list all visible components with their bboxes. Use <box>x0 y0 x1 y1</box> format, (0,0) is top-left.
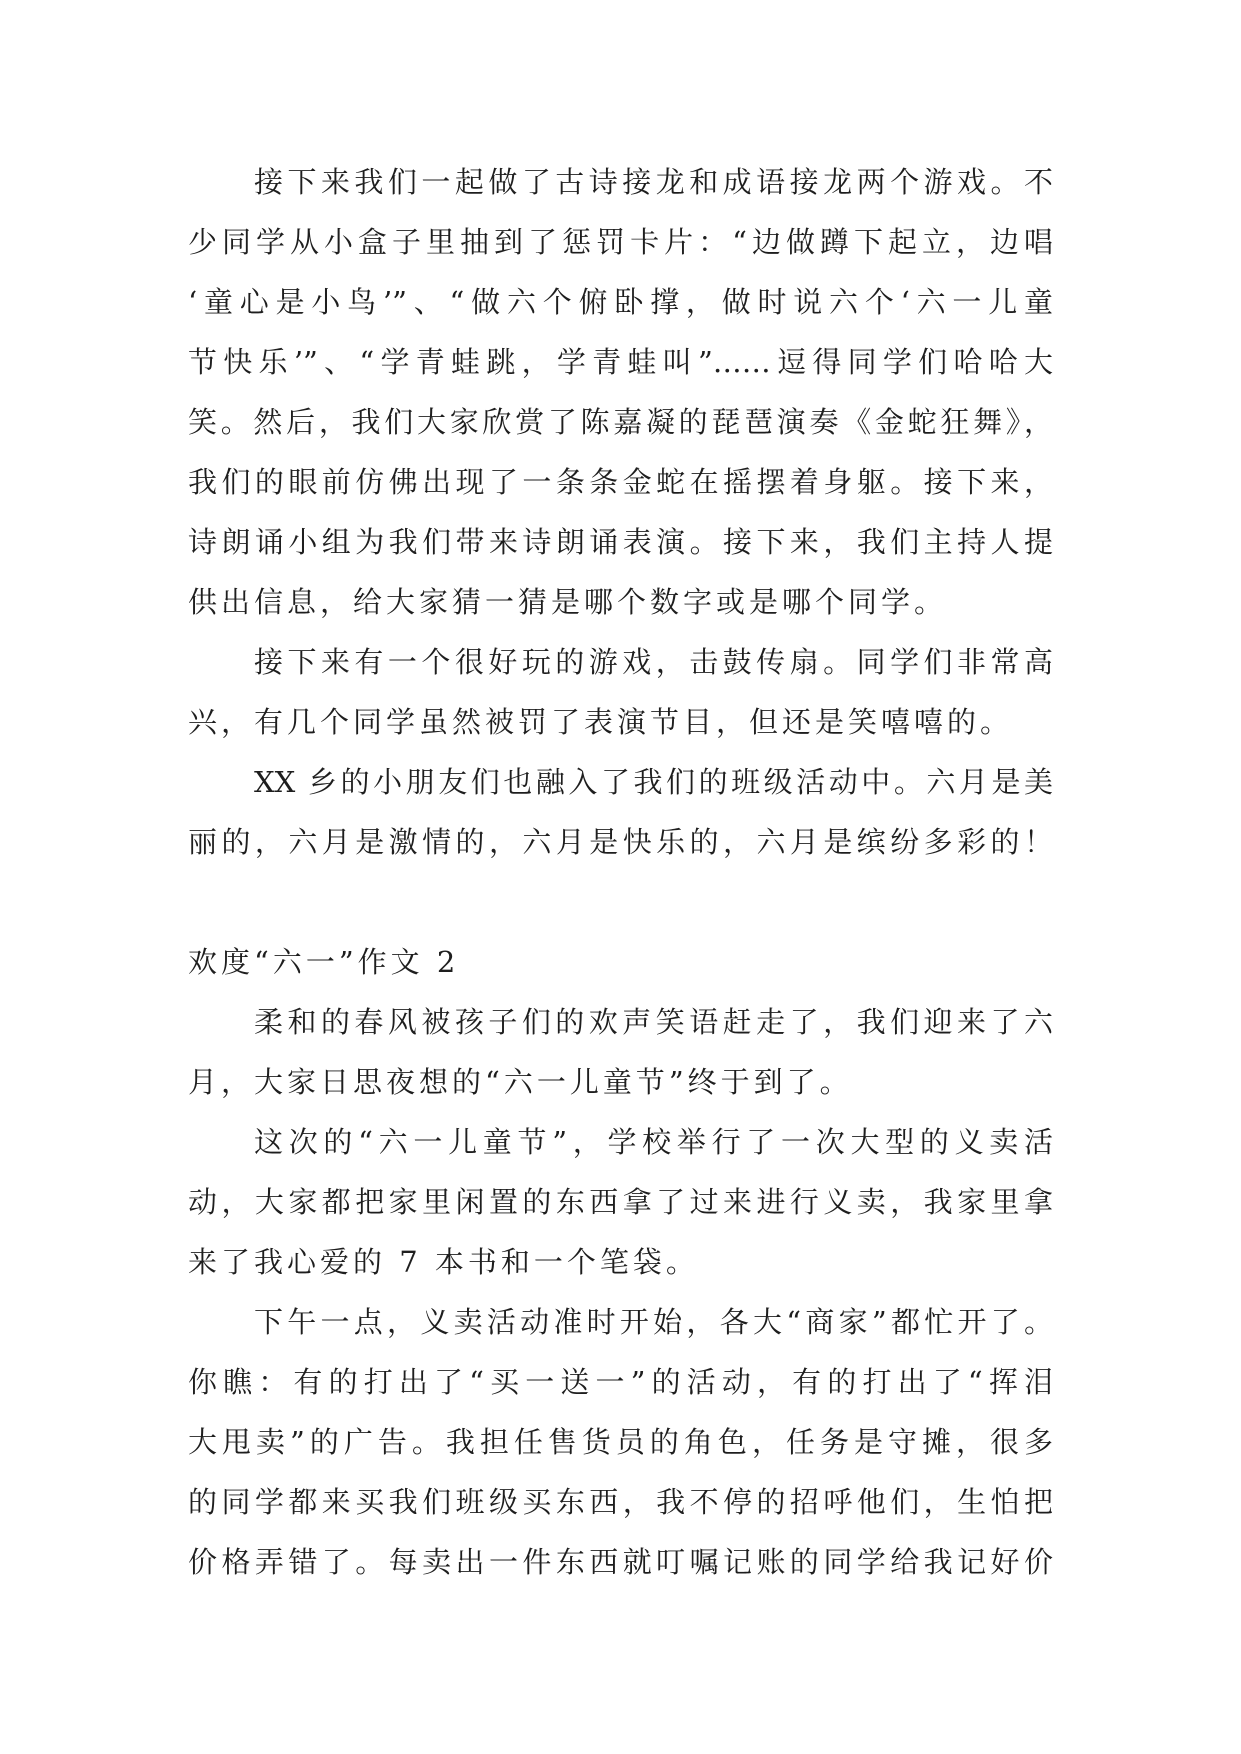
paragraph <box>188 992 1053 1112</box>
section-spacer <box>188 872 1053 932</box>
paragraph-line: ‘童心是小鸟’”、“做六个俯卧撑，做时说六个‘六一儿童 <box>188 285 1053 319</box>
paragraph-line: 兴，有几个同学虽然被罚了表演节目，但还是笑嘻嘻的。 <box>188 705 1014 739</box>
paragraph-line: 柔和的春风被孩子们的欢声笑语赶走了，我们迎来了六 <box>254 1005 1053 1039</box>
paragraph-line: 动，大家都把家里闲置的东西拿了过来进行义卖，我家里拿 <box>188 1185 1053 1219</box>
paragraph <box>188 1292 1053 1592</box>
paragraph-line: XX 乡的小朋友们也融入了我们的班级活动中。六月是美 <box>254 765 1053 799</box>
paragraph-line: 我们的眼前仿佛出现了一条条金蛇在摇摆着身躯。接下来， <box>188 465 1053 499</box>
section-title: 欢度“六一”作文 2 <box>188 945 460 979</box>
paragraph-line: 少同学从小盒子里抽到了惩罚卡片：“边做蹲下起立，边唱 <box>188 225 1053 259</box>
paragraph-line: 节快乐’”、“学青蛙跳，学青蛙叫”……逗得同学们哈哈大 <box>188 345 1053 379</box>
paragraph-line: 笑。然后，我们大家欣赏了陈嘉凝的琵琶演奏《金蛇狂舞》， <box>188 405 1053 439</box>
paragraph-line: 价格弄错了。每卖出一件东西就叮嘱记账的同学给我记好价 <box>188 1545 1053 1579</box>
paragraph-line: 接下来我们一起做了古诗接龙和成语接龙两个游戏。不 <box>254 165 1053 199</box>
paragraph <box>188 1112 1053 1292</box>
document-body <box>188 152 1053 1592</box>
paragraph-line: 来了我心爱的 7 本书和一个笔袋。 <box>188 1245 699 1279</box>
paragraph-line: 的同学都来买我们班级买东西，我不停的招呼他们，生怕把 <box>188 1485 1053 1519</box>
paragraph <box>188 752 1053 872</box>
paragraph-line: 月，大家日思夜想的“六一儿童节”终于到了。 <box>188 1065 853 1099</box>
paragraph-line: 这次的“六一儿童节”，学校举行了一次大型的义卖活 <box>254 1125 1053 1159</box>
paragraph-line: 大甩卖”的广告。我担任售货员的角色，任务是守摊，很多 <box>188 1425 1053 1459</box>
paragraph-line: 下午一点，义卖活动准时开始，各大“商家”都忙开了。 <box>254 1305 1053 1339</box>
paragraph-line: 接下来有一个很好玩的游戏，击鼓传扇。同学们非常高 <box>254 645 1053 679</box>
paragraph-line: 诗朗诵小组为我们带来诗朗诵表演。接下来，我们主持人提 <box>188 525 1053 559</box>
paragraph-line: 供出信息，给大家猜一猜是哪个数字或是哪个同学。 <box>188 585 948 619</box>
paragraph <box>188 632 1053 752</box>
paragraph-line: 丽的，六月是激情的，六月是快乐的，六月是缤纷多彩的！ <box>188 825 1053 859</box>
paragraph <box>188 152 1053 632</box>
paragraph-line: 你瞧：有的打出了“买一送一”的活动，有的打出了“挥泪 <box>188 1365 1053 1399</box>
